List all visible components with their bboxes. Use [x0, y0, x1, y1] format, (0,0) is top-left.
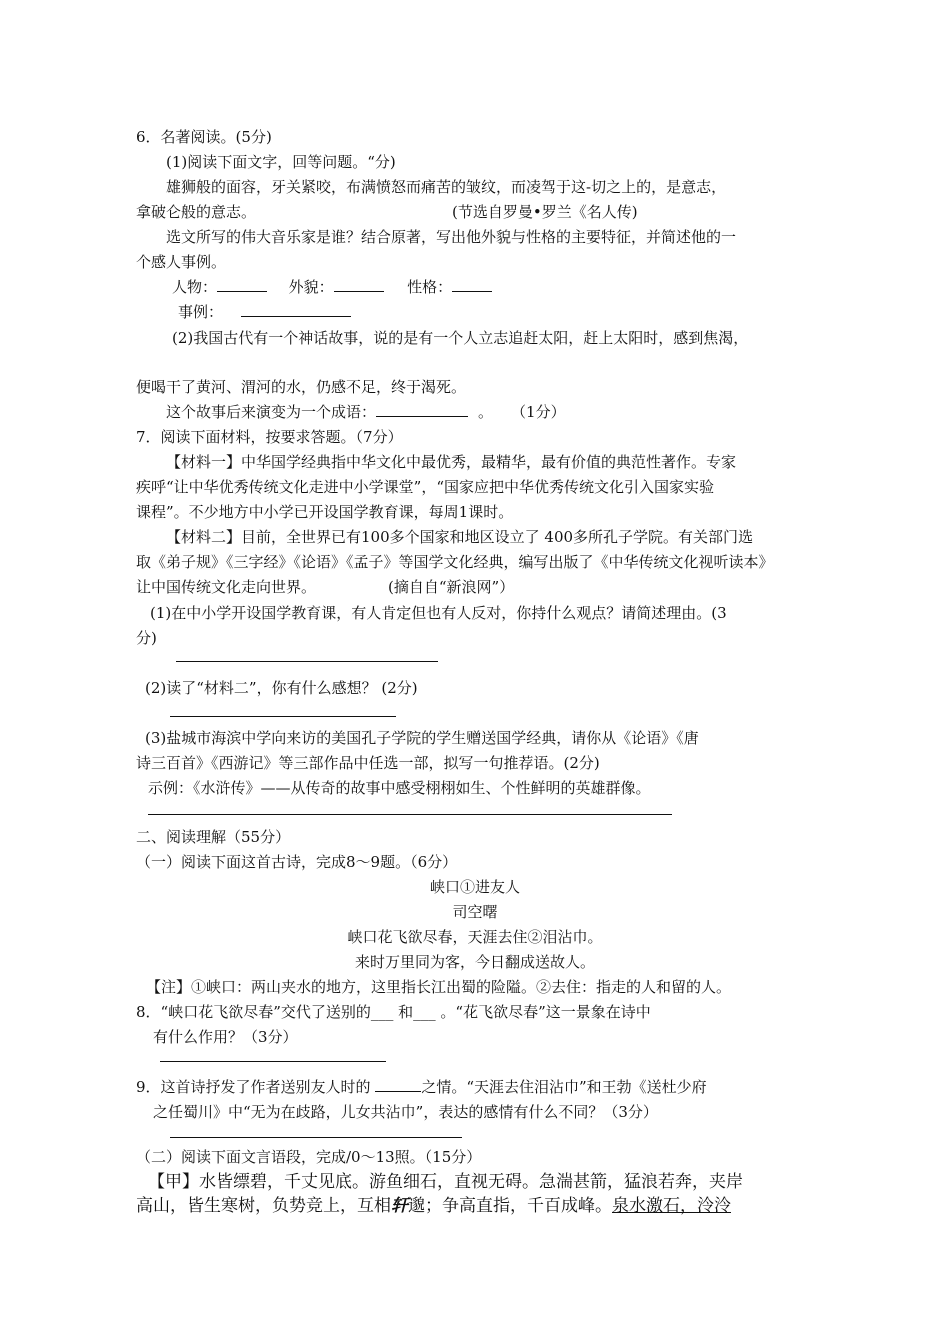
poem-line-1: 峡口花飞欲尽春，天涯去住②泪沾巾。 [347, 928, 603, 946]
q7-material1-line2: 疾呼“让中华优秀传统文化走进中小学课堂”，“国家应把中华优秀传统文化引入国家实验 [136, 478, 715, 496]
poem-title: 峡口①进友人 [429, 878, 520, 896]
q7-sub1-line1: (1)在中小学开设国学教育课，有人肯定但也有人反对，你持什么观点？请简述理由。(3 [150, 604, 727, 622]
q7-sub2: (2)读了“材料二”，你有什么感想？ (2分) [145, 679, 418, 697]
handwritten-glyph: 轩 [391, 1196, 408, 1216]
q7-example: 示例：《水浒传》——从传奇的故事中感受栩栩如生、个性鲜明的英雄群像。 [148, 779, 651, 797]
q6-part2-line2: 便喝干了黄河、渭河的水，仍感不足，终于渴死。 [136, 378, 467, 396]
q7-sub3-line1: (3)盐城市海滨中学向来访的美国孔子学院的学生赠送国学经典，请你从《论语》《唐 [145, 729, 699, 747]
poem-author: 司空曙 [452, 903, 498, 921]
q9-line2: 之任蜀川》中“无为在歧路，儿女共沾巾”，表达的感情有什么不同？（3分） [153, 1103, 658, 1121]
q6-part1-prompt: (1)阅读下面文字，回等问题。“分) [166, 153, 396, 171]
q7-material2-source: (摘自自“新浪网”） [388, 578, 515, 596]
label-looks: 外貌： [288, 278, 334, 296]
answer-line-9[interactable] [170, 1137, 462, 1138]
q7-material1-line1: 【材料一】中华国学经典指中华文化中最优秀，最精华，最有价值的典范性著作。专家 [166, 453, 737, 471]
idiom-prompt: 这个故事后来演变为一个成语： [166, 403, 377, 421]
q9-suffix: 之情。“天涯去住泪沾巾”和王勃《送杜少府 [421, 1078, 707, 1096]
poem-note: 【注】①峡口：两山夹水的地方，这里指长江出蜀的险隘。②去住：指走的人和留的人。 [146, 978, 732, 996]
q6-answer-row [172, 277, 492, 297]
answer-line-7-1[interactable] [176, 661, 438, 662]
q7-sub3-line2: 诗三百首》《西游记》等三部作品中任选一部，拟写一句推荐语。(2分) [136, 754, 600, 772]
q7-material1-line3: 课程”。不少地方中小学已开设国学教育课，每周1课时。 [136, 503, 514, 521]
q8-line1: 8．“峡口花飞欲尽春”交代了送别的___ 和___ 。“花飞欲尽春”这一景象在诗中 [136, 1003, 651, 1021]
section2-title: 二、阅读理解（55分） [136, 828, 291, 846]
part2-title: （二）阅读下面文言语段，完成/0～13照。（15分） [136, 1148, 482, 1166]
answer-line-7-2[interactable] [170, 716, 396, 717]
jia-line1: 【甲】水皆缥碧，千丈见底。游鱼细石，直视无碍。急湍甚箭，猛浪若奔，夹岸 [148, 1172, 743, 1192]
idiom-score: （1分） [511, 403, 566, 421]
q6-excerpt-source: (节选自罗曼•罗兰《名人传) [452, 203, 638, 221]
answer-line-8[interactable] [160, 1061, 386, 1062]
q7-material2-line1: 【材料二】目前，全世界已有100多个国家和地区设立了 400多所孔子学院。有关部门选 [166, 528, 754, 546]
q6-part2-question: 这个故事后来演变为一个成语： 。 （1分） [166, 403, 566, 421]
blank-idiom[interactable] [376, 402, 468, 417]
q6-question-line1: 选文所写的伟大音乐家是谁？结合原著，写出他外貌与性格的主要特征，并简述他的一 [166, 228, 737, 246]
blank-q9[interactable] [375, 1077, 421, 1092]
jia-line2 [136, 1194, 731, 1218]
q6-title: 6．名著阅读。(5分) [136, 128, 272, 146]
blank-character[interactable] [452, 277, 492, 292]
label-example: 事例： [178, 303, 224, 321]
q6-excerpt-line2: 拿破仑般的意志。 [136, 203, 257, 221]
poem-line-2: 来时万里同为客，今日翻成送故人。 [354, 953, 595, 971]
label-character: 性格： [407, 278, 453, 296]
jia-line2-middle: 邈；争高直指，千百成峰。 [408, 1196, 612, 1216]
q9-line1 [136, 1077, 707, 1097]
blank-person[interactable] [217, 277, 267, 292]
blank-example[interactable] [241, 302, 351, 317]
q7-title: 7．阅读下面材料，按要求答题。（7分） [136, 428, 403, 446]
q7-material2-line3: 让中国传统文化走向世界。 [136, 578, 317, 596]
q6-question-line2: 个感人事例。 [136, 253, 227, 271]
blank-looks[interactable] [334, 277, 384, 292]
q6-part2-line1: (2)我国古代有一个神话故事，说的是有一个人立志追赶太阳，赶上太阳时，感到焦渴， [172, 329, 749, 347]
q7-sub1-line2: 分) [136, 629, 157, 647]
label-person: 人物： [172, 278, 218, 296]
q7-material2-line2: 取《弟子规》《三字经》《论语》《孟子》等国学文化经典，编写出版了《中华传统文化视听读本》 [136, 553, 774, 571]
jia-line2-start: 高山，皆生寒树，负势竞上，互相 [136, 1196, 391, 1216]
q6-example-row [178, 302, 351, 322]
q9-prefix: 9．这首诗抒发了作者送别友人时的 [136, 1078, 376, 1096]
q8-line2: 有什么作用？（3分） [153, 1028, 298, 1046]
answer-line-7-3[interactable] [148, 814, 672, 815]
jia-line2-underlined: 泉水激石，泠泠 [612, 1196, 731, 1216]
part1-title: （一）阅读下面这首古诗，完成8～9题。（6分） [136, 853, 458, 871]
q6-excerpt-line1: 雄狮般的面容，牙关紧咬，布满愤怒而痛苦的皱纹，而凌驾于这-切之上的，是意志， [166, 178, 727, 196]
